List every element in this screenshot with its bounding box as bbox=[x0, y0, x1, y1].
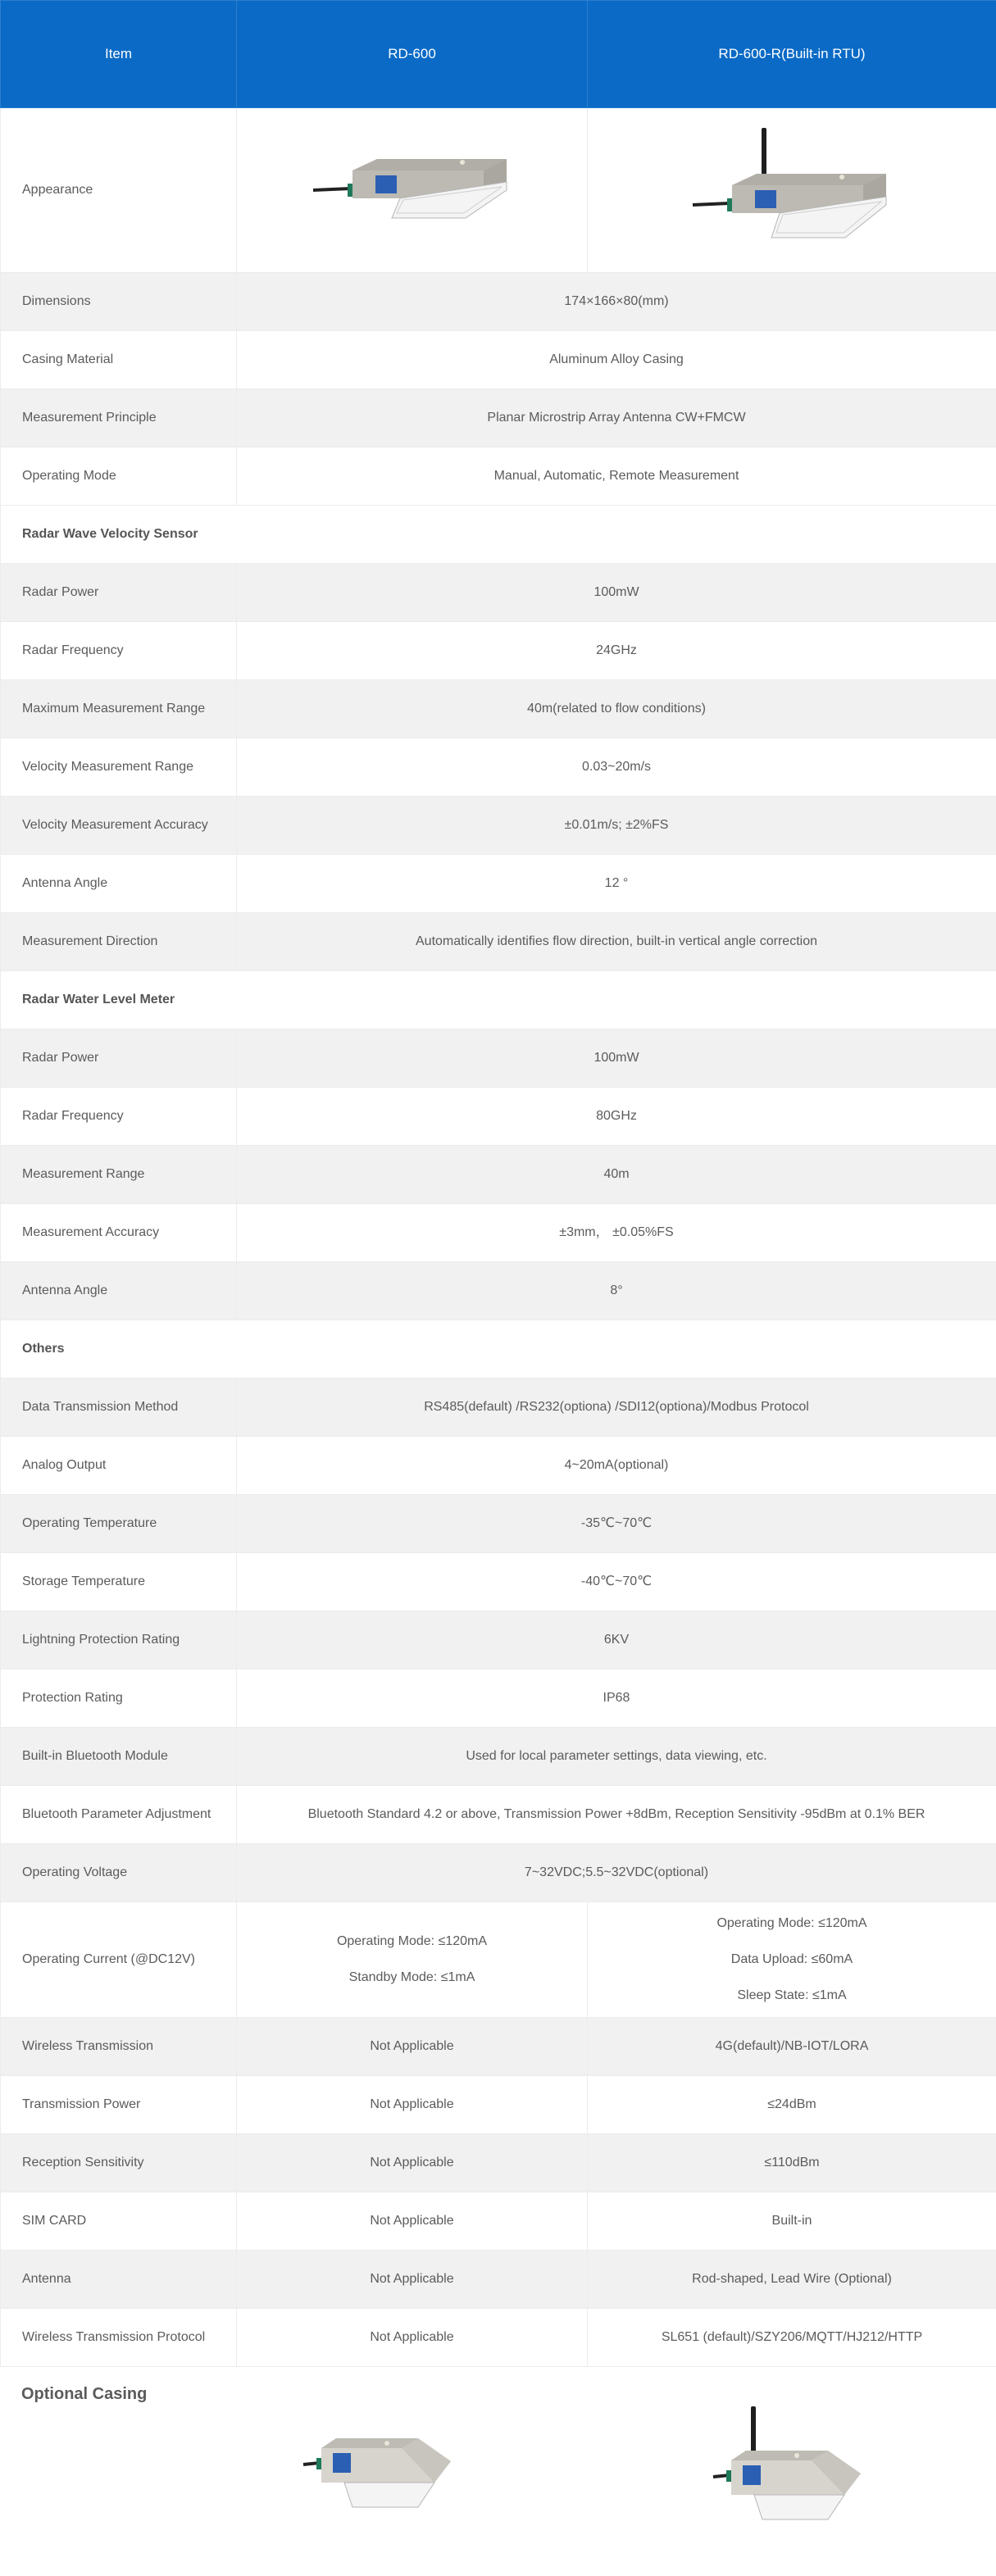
table-row bbox=[1, 1495, 996, 1553]
operating-current-row bbox=[1, 1902, 996, 2018]
spec-label: Protection Rating bbox=[1, 1670, 237, 1728]
spec-label: Data Transmission Method bbox=[1, 1379, 237, 1437]
table-row bbox=[1, 1728, 996, 1786]
radar-sensor-with-antenna-device-image bbox=[681, 125, 903, 256]
current-line: Operating Mode: ≤120mA bbox=[716, 1916, 867, 1930]
optional-casing-section bbox=[0, 2337, 996, 2576]
spec-label: Transmission Power bbox=[1, 2076, 237, 2134]
spec-value: Planar Microstrip Array Antenna CW+FMCW bbox=[237, 389, 996, 448]
spec-value: -40℃~70℃ bbox=[237, 1553, 996, 1611]
spec-label: Wireless Transmission bbox=[1, 2018, 237, 2076]
spec-value: Automatically identifies flow direction, built-in vertical angle correction bbox=[237, 913, 996, 971]
spec-value: 40m(related to flow conditions) bbox=[237, 680, 996, 738]
spec-label: Wireless Transmission Protocol bbox=[1, 2309, 237, 2367]
spec-value: 100mW bbox=[237, 564, 996, 622]
spec-value: 24GHz bbox=[237, 622, 996, 680]
appearance-row bbox=[1, 108, 996, 273]
spec-value: 12 ° bbox=[237, 855, 996, 913]
model-a-value: Not Applicable bbox=[237, 2309, 588, 2367]
table-row bbox=[1, 1146, 996, 1204]
spec-value: 80GHz bbox=[237, 1088, 996, 1146]
spec-value: RS485(default) /RS232(optiona) /SDI12(optiona)/Modbus Protocol bbox=[237, 1379, 996, 1437]
model-b-current-cell bbox=[588, 1902, 996, 2018]
spec-value: Aluminum Alloy Casing bbox=[237, 331, 996, 389]
table-row bbox=[1, 1088, 996, 1146]
section-title: Radar Water Level Meter bbox=[1, 971, 996, 1029]
table-row bbox=[1, 797, 996, 855]
table-row bbox=[1, 448, 996, 506]
model-a-value: Not Applicable bbox=[237, 2076, 588, 2134]
optional-casing-title: Optional Casing bbox=[21, 2385, 148, 2403]
model-a-current-cell bbox=[237, 1902, 588, 2018]
model-a-image-cell bbox=[237, 108, 588, 273]
spec-label: Antenna bbox=[1, 2251, 237, 2309]
spec-value: Bluetooth Standard 4.2 or above, Transmission Power +8dBm, Reception Sensitivity -95dBm at 0.1% BER bbox=[237, 1786, 996, 1844]
header-model-a: RD-600 bbox=[237, 1, 588, 108]
table-row bbox=[1, 738, 996, 797]
table-row bbox=[1, 1379, 996, 1437]
spec-label: Bluetooth Parameter Adjustment bbox=[1, 1786, 237, 1844]
spec-label: Maximum Measurement Range bbox=[1, 680, 237, 738]
table-row bbox=[1, 1553, 996, 1611]
section-title: Others bbox=[1, 1320, 996, 1379]
spec-label: Casing Material bbox=[1, 331, 237, 389]
section-header-others bbox=[1, 1320, 996, 1379]
spec-value: 7~32VDC;5.5~32VDC(optional) bbox=[237, 1844, 996, 1902]
spec-value: Used for local parameter settings, data viewing, etc. bbox=[237, 1728, 996, 1786]
spec-value: 40m bbox=[237, 1146, 996, 1204]
spec-value: IP68 bbox=[237, 1670, 996, 1728]
table-row bbox=[1, 2018, 996, 2076]
spec-label: Dimensions bbox=[1, 273, 237, 331]
spec-label: Antenna Angle bbox=[1, 1262, 237, 1320]
table-row bbox=[1, 1611, 996, 1670]
spec-label: Radar Frequency bbox=[1, 622, 237, 680]
spec-label: Measurement Direction bbox=[1, 913, 237, 971]
spec-value: 4~20mA(optional) bbox=[237, 1437, 996, 1495]
spec-label: Operating Temperature bbox=[1, 1495, 237, 1553]
spec-label: SIM CARD bbox=[1, 2192, 237, 2251]
table-row bbox=[1, 1204, 996, 1262]
table-row bbox=[1, 1670, 996, 1728]
model-a-value: Not Applicable bbox=[237, 2134, 588, 2192]
table-row bbox=[1, 622, 996, 680]
spec-label: Radar Power bbox=[1, 564, 237, 622]
current-line: Standby Mode: ≤1mA bbox=[348, 1970, 475, 1984]
spec-label: Measurement Principle bbox=[1, 389, 237, 448]
spec-label: Radar Power bbox=[1, 1029, 237, 1088]
table-row bbox=[1, 389, 996, 448]
table-row bbox=[1, 1437, 996, 1495]
table-row bbox=[1, 2192, 996, 2251]
model-a-value: Not Applicable bbox=[237, 2018, 588, 2076]
spec-label: Radar Frequency bbox=[1, 1088, 237, 1146]
header-model-b: RD-600-R(Built-in RTU) bbox=[588, 1, 996, 108]
optional-casing-with-antenna-image bbox=[705, 2403, 885, 2526]
spec-label: Reception Sensitivity bbox=[1, 2134, 237, 2192]
spec-value: 100mW bbox=[237, 1029, 996, 1088]
section-header-level bbox=[1, 971, 996, 1029]
model-b-image-cell bbox=[588, 108, 996, 273]
table-row bbox=[1, 2134, 996, 2192]
spec-label: Built-in Bluetooth Module bbox=[1, 1728, 237, 1786]
spec-value: 6KV bbox=[237, 1611, 996, 1670]
table-row bbox=[1, 273, 996, 331]
table-row bbox=[1, 2251, 996, 2309]
spec-value: 174×166×80(mm) bbox=[237, 273, 996, 331]
current-line: Sleep State: ≤1mA bbox=[737, 1988, 847, 2002]
table-row bbox=[1, 913, 996, 971]
spec-label: Analog Output bbox=[1, 1437, 237, 1495]
section-header-velocity bbox=[1, 506, 996, 564]
table-row bbox=[1, 1029, 996, 1088]
table-row bbox=[1, 2076, 996, 2134]
header-item: Item bbox=[1, 1, 237, 108]
current-line: Operating Mode: ≤120mA bbox=[336, 1934, 488, 1948]
spec-label: Velocity Measurement Accuracy bbox=[1, 797, 237, 855]
spec-label: Operating Current (@DC12V) bbox=[1, 1902, 237, 2018]
spec-value: ±0.01m/s; ±2%FS bbox=[237, 797, 996, 855]
appearance-label: Appearance bbox=[1, 108, 237, 273]
model-b-value: Rod-shaped, Lead Wire (Optional) bbox=[588, 2251, 996, 2309]
model-b-value: ≤24dBm bbox=[588, 2076, 996, 2134]
spec-value: Manual, Automatic, Remote Measurement bbox=[237, 448, 996, 506]
spec-label: Lightning Protection Rating bbox=[1, 1611, 237, 1670]
table-row bbox=[1, 680, 996, 738]
spec-label: Operating Voltage bbox=[1, 1844, 237, 1902]
table-row bbox=[1, 1262, 996, 1320]
table-row bbox=[1, 331, 996, 389]
spec-value: 0.03~20m/s bbox=[237, 738, 996, 797]
model-b-value: 4G(default)/NB-IOT/LORA bbox=[588, 2018, 996, 2076]
model-a-value: Not Applicable bbox=[237, 2251, 588, 2309]
spec-label: Storage Temperature bbox=[1, 1553, 237, 1611]
spec-label: Velocity Measurement Range bbox=[1, 738, 237, 797]
spec-value: 8° bbox=[237, 1262, 996, 1320]
table-header bbox=[1, 1, 996, 108]
spec-value: -35℃~70℃ bbox=[237, 1495, 996, 1553]
spec-value: ±3mm， ±0.05%FS bbox=[237, 1204, 996, 1262]
spec-label: Antenna Angle bbox=[1, 855, 237, 913]
table-row bbox=[1, 1786, 996, 1844]
spec-label: Measurement Accuracy bbox=[1, 1204, 237, 1262]
section-title: Radar Wave Velocity Sensor bbox=[1, 506, 996, 564]
spec-label: Operating Mode bbox=[1, 448, 237, 506]
radar-sensor-device-image bbox=[302, 141, 523, 239]
current-line: Data Upload: ≤60mA bbox=[730, 1952, 853, 1966]
model-b-value: Built-in bbox=[588, 2192, 996, 2251]
table-row bbox=[1, 855, 996, 913]
table-row bbox=[1, 564, 996, 622]
model-b-value: ≤110dBm bbox=[588, 2134, 996, 2192]
spec-label: Measurement Range bbox=[1, 1146, 237, 1204]
model-b-value: SL651 (default)/SZY206/MQTT/HJ212/HTTP bbox=[588, 2309, 996, 2367]
model-a-value: Not Applicable bbox=[237, 2192, 588, 2251]
optional-casing-image bbox=[295, 2415, 475, 2514]
table-row bbox=[1, 1844, 996, 1902]
